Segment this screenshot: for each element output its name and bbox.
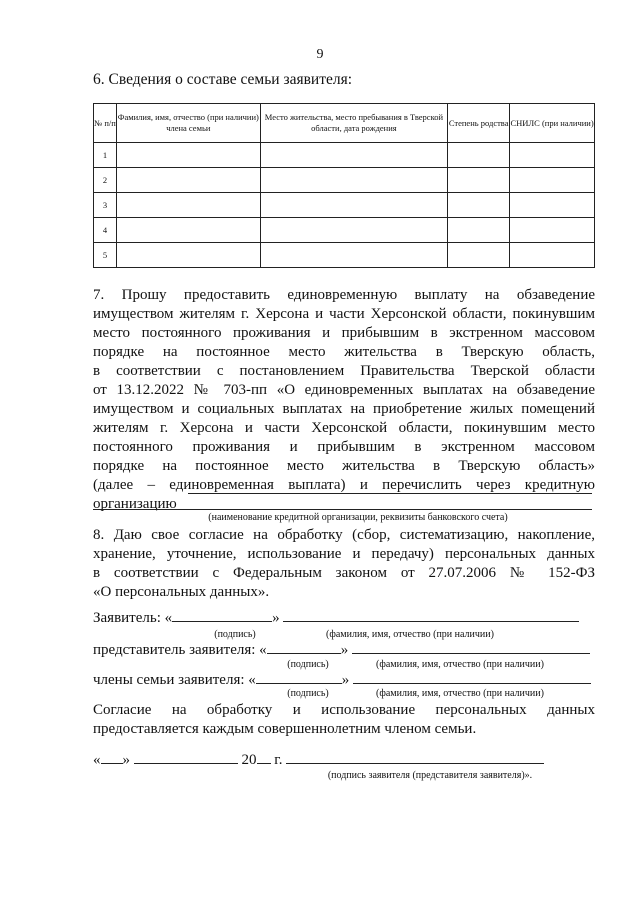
cell-full-name[interactable]: [116, 218, 260, 243]
cell-full-name[interactable]: [116, 243, 260, 268]
section-7-line: 7. Прошу предоставить единовременную выплату на обзаведение: [93, 287, 595, 303]
section-7-line: постоянного проживания и прибывшим в экстренном массовом: [93, 439, 595, 455]
cell-full-name[interactable]: [116, 193, 260, 218]
page-number: 9: [316, 47, 324, 62]
close-quote: »: [272, 610, 280, 626]
date-open-quote: «: [93, 752, 101, 768]
section-8-line: в соответствии с Федеральным законом от 27.07.2006 № 152-ФЗ: [93, 565, 595, 581]
applicant-signature-field[interactable]: [172, 608, 272, 622]
section-8-line: хранение, уточнение, использование и передачу) персональных данных: [93, 546, 595, 562]
row-number: 4: [94, 218, 117, 243]
consent-line: Согласие на обработку и использование персональных данных: [93, 702, 595, 718]
cell-snils[interactable]: [510, 168, 595, 193]
cell-relation[interactable]: [448, 168, 510, 193]
section-7-line: порядке на постоянное место жительства в Тверскую область,: [93, 344, 595, 360]
section-7-line: в соответствии с постановлением Правительства Тверской области: [93, 363, 595, 379]
table-row: [94, 218, 595, 243]
section-7-line: имуществом и социальных выплатах на приобретение жилых помещений: [93, 401, 595, 417]
section-7-line: место постоянного проживания и прибывшим в экстренном массовом: [93, 325, 595, 341]
section-7-line: порядке на постоянное место жительства в Тверскую область»: [93, 458, 595, 474]
representative-signature-field[interactable]: [267, 640, 341, 654]
cell-relation[interactable]: [448, 243, 510, 268]
row-number: 3: [94, 193, 117, 218]
representative-name-field[interactable]: [352, 640, 590, 654]
bank-field-caption: (наименование кредитной организации, реквизиты банковского счета): [208, 512, 508, 523]
applicant-signature-row: [93, 608, 579, 627]
cell-relation[interactable]: [448, 193, 510, 218]
section-8-line: 8. Даю свое согласие на обработку (сбор, систематизацию, накопление,: [93, 527, 595, 543]
bank-name-field[interactable]: [188, 493, 592, 494]
section-6-title: 6. Сведения о составе семьи заявителя:: [93, 71, 353, 88]
section-7-line: жителям г. Херсона и части Херсонской области, покинувшим место: [93, 420, 595, 436]
section-7-line: от 13.12.2022 № 703-пп «О единовременных выплатах на обзаведение: [93, 382, 595, 398]
section-8-line: «О персональных данных».: [93, 584, 270, 600]
year-prefix: 20: [241, 752, 257, 768]
cell-full-name[interactable]: [116, 143, 260, 168]
section-7-line: (далее – единовременная выплата) и перечислить через кредитную: [93, 477, 595, 493]
members-label: члены семьи заявителя: «: [93, 672, 256, 688]
close-quote: »: [341, 672, 350, 688]
consent-paragraph: [93, 701, 595, 739]
cell-residence[interactable]: [260, 193, 448, 218]
cell-residence[interactable]: [260, 218, 448, 243]
year-field[interactable]: [257, 750, 271, 764]
date-close-quote: »: [122, 752, 130, 768]
section-7-line: организацию: [93, 496, 177, 512]
final-signature-caption: (подпись заявителя (представителя заявителя)».: [327, 770, 533, 781]
family-members-table: [93, 103, 595, 268]
table-row: [94, 243, 595, 268]
header-snils: СНИЛС (при наличии): [510, 104, 595, 143]
cell-snils[interactable]: [510, 243, 595, 268]
row-number: 2: [94, 168, 117, 193]
section-8-paragraph: [93, 526, 595, 602]
table-row: [94, 193, 595, 218]
header-full-name: Фамилия, имя, отчество (при наличии) члена семьи: [116, 104, 260, 143]
table-row: [94, 168, 595, 193]
applicant-label: Заявитель: «: [93, 610, 173, 626]
row-number: 1: [94, 143, 117, 168]
close-quote: »: [340, 642, 349, 658]
month-field[interactable]: [134, 750, 238, 764]
cell-snils[interactable]: [510, 193, 595, 218]
cell-residence[interactable]: [260, 168, 448, 193]
header-residence: Место жительства, место пребывания в Тверской области, дата рождения: [260, 104, 448, 143]
members-name-field[interactable]: [353, 670, 591, 684]
name-caption: (фамилия, имя, отчество (при наличии): [326, 629, 494, 640]
consent-line: предоставляется каждым совершеннолетним членом семьи.: [93, 721, 477, 737]
bank-details-field[interactable]: [93, 509, 592, 510]
signature-caption: (подпись): [214, 629, 256, 640]
cell-full-name[interactable]: [116, 168, 260, 193]
signature-caption: (подпись): [287, 659, 329, 670]
table-row: [94, 143, 595, 168]
representative-signature-row: [93, 640, 590, 659]
header-number: № п/п: [94, 104, 117, 143]
date-signature-row: [93, 750, 544, 769]
signature-caption: (подпись): [287, 688, 329, 699]
section-7-line: имуществом жителям г. Херсона и части Херсонской области, покинувшим: [93, 306, 595, 322]
cell-snils[interactable]: [510, 218, 595, 243]
cell-relation[interactable]: [448, 143, 510, 168]
name-caption: (фамилия, имя, отчество (при наличии): [376, 659, 544, 670]
header-relation: Степень родства: [448, 104, 510, 143]
table-header-row: [94, 104, 595, 143]
year-suffix: г.: [274, 752, 283, 768]
cell-residence[interactable]: [260, 243, 448, 268]
representative-label: представитель заявителя: «: [93, 642, 267, 658]
day-field[interactable]: [101, 750, 123, 764]
final-signature-field[interactable]: [286, 750, 544, 764]
row-number: 5: [94, 243, 117, 268]
applicant-name-field[interactable]: [283, 608, 579, 622]
members-signature-field[interactable]: [256, 670, 342, 684]
cell-relation[interactable]: [448, 218, 510, 243]
family-members-signature-row: [93, 670, 591, 689]
name-caption: (фамилия, имя, отчество (при наличии): [376, 688, 544, 699]
cell-snils[interactable]: [510, 143, 595, 168]
cell-residence[interactable]: [260, 143, 448, 168]
section-7-paragraph: [93, 286, 595, 514]
